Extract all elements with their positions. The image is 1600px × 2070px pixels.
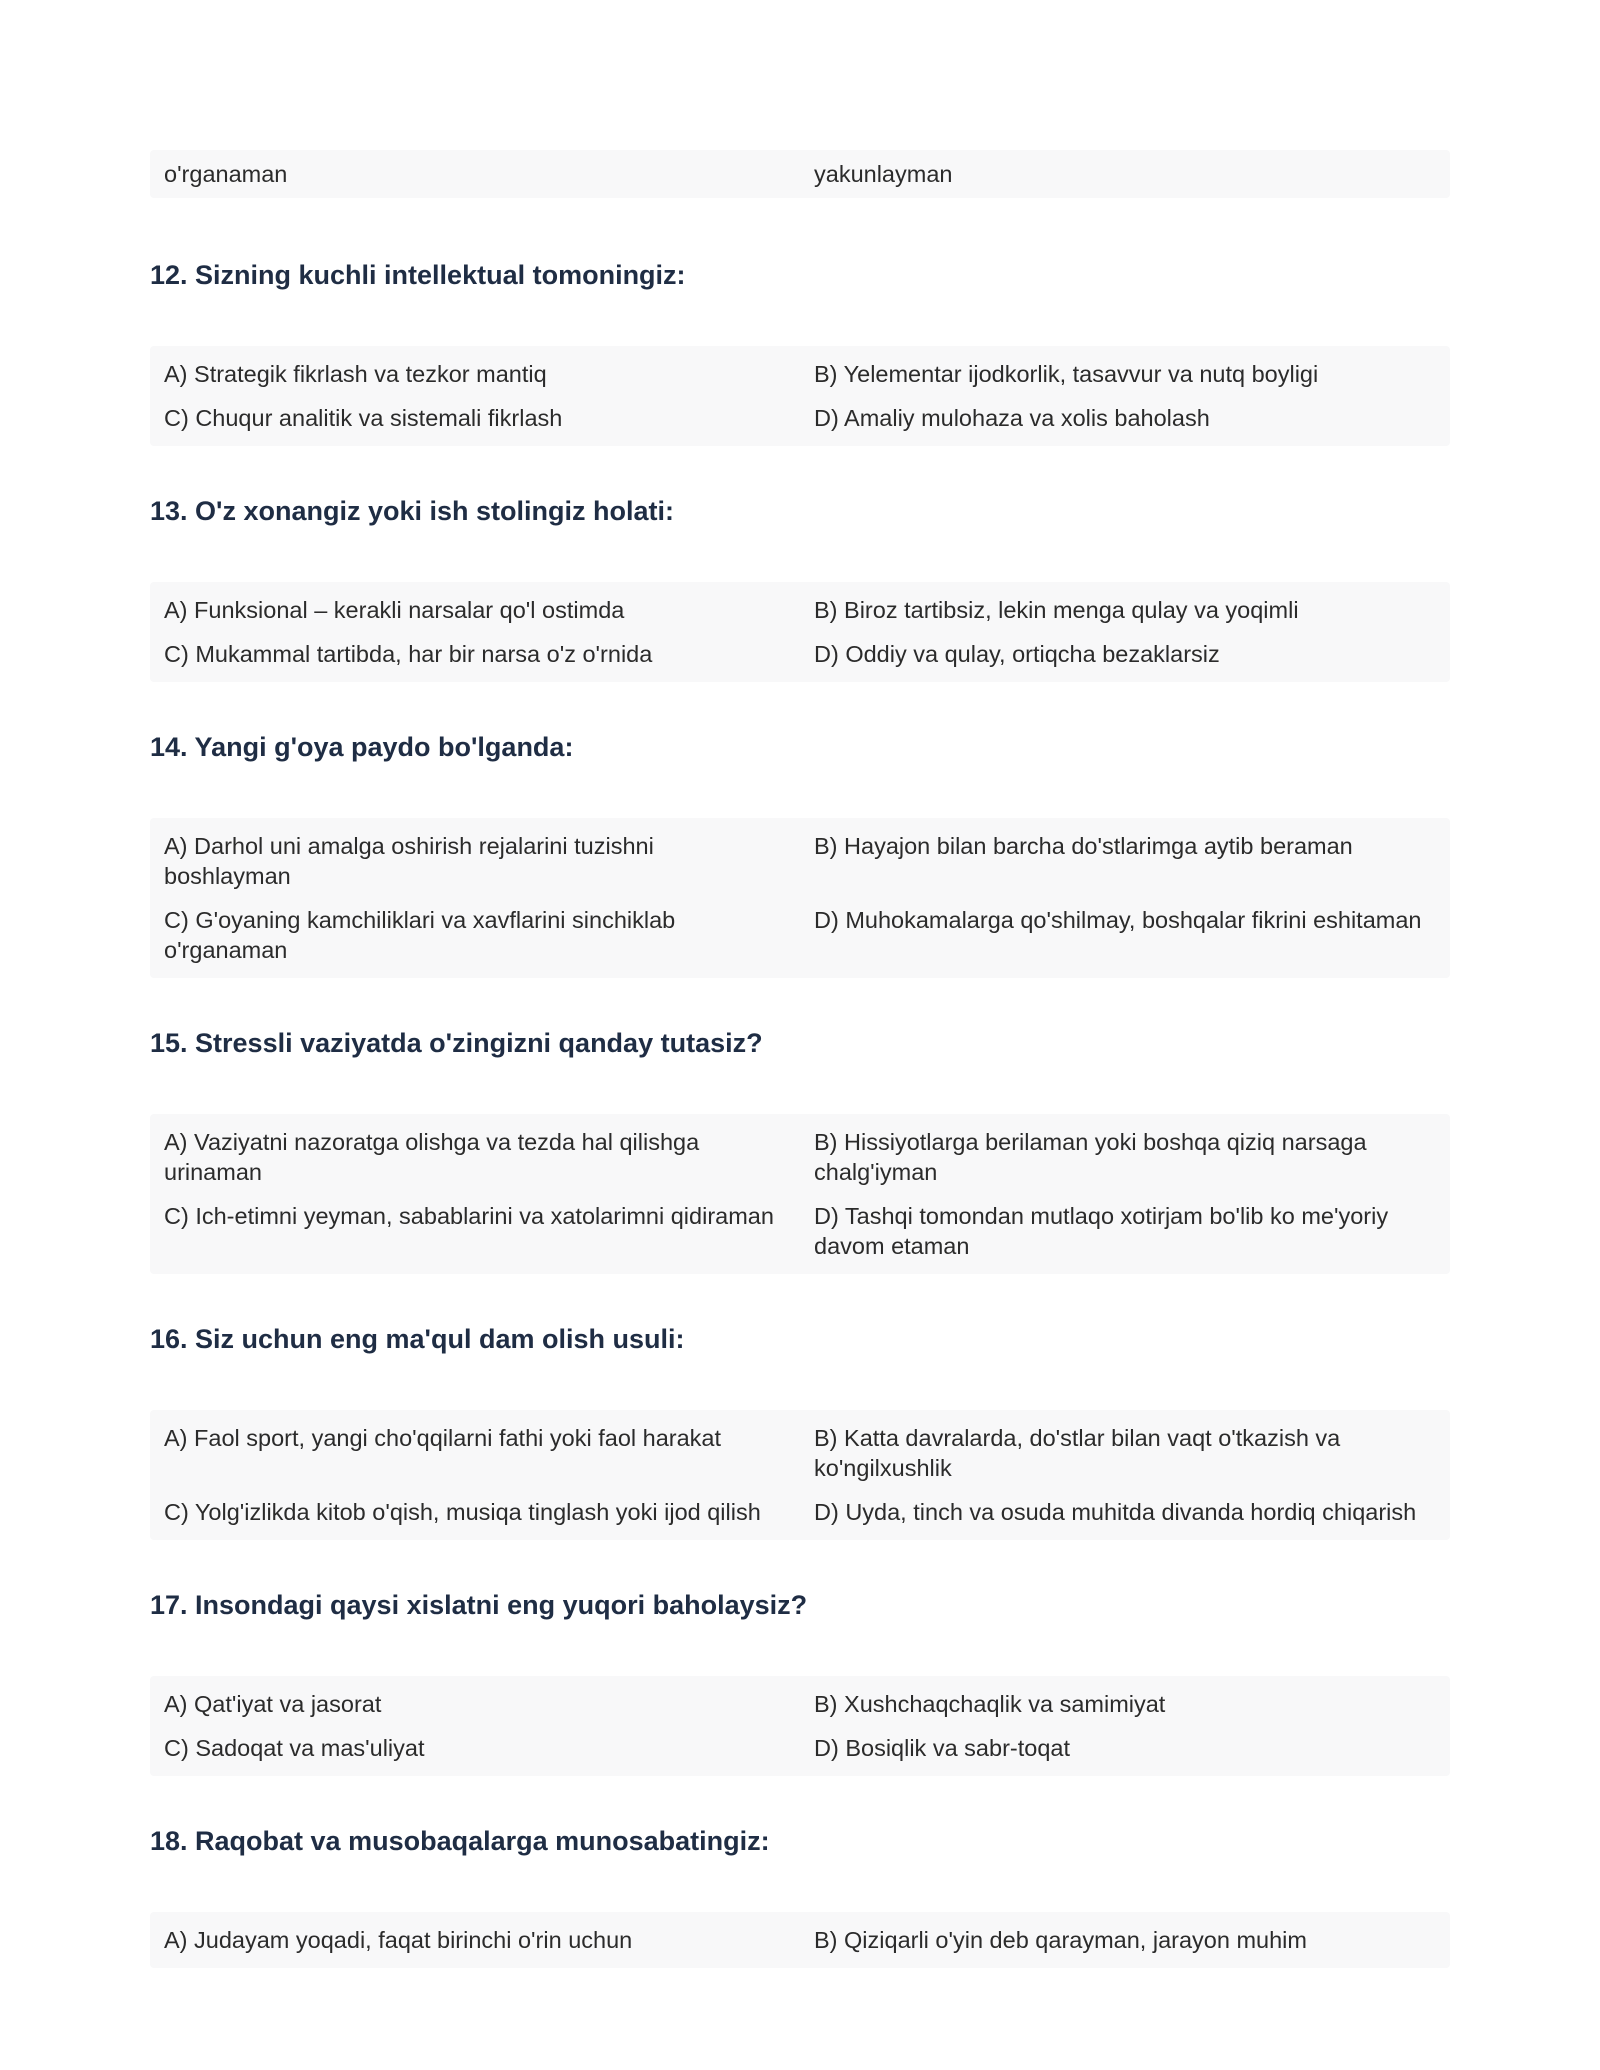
option-16-b[interactable]: B) Katta davralarda, do'stlar bilan vaqt o'tkazish va ko'ngilxushlik: [814, 1425, 1341, 1481]
question-title-14: 14. Yangi g'oya paydo bo'lganda:: [150, 732, 574, 762]
option-12-d[interactable]: D) Amaliy mulohaza va xolis baholash: [814, 405, 1210, 431]
question-title-12: 12. Sizning kuchli intellektual tomoningiz:: [150, 260, 686, 290]
question-block-12: [150, 258, 1450, 446]
option-12-c[interactable]: C) Chuqur analitik va sistemali fikrlash: [164, 405, 563, 431]
option-15-c[interactable]: C) Ich-etimni yeyman, sabablarini va xatolarimni qidiraman: [164, 1203, 774, 1229]
option-12-a[interactable]: A) Strategik fikrlash va tezkor mantiq: [164, 361, 547, 387]
option-carryover-right: yakunlayman: [814, 161, 953, 187]
option-13-c[interactable]: C) Mukammal tartibda, har bir narsa o'z o'rnida: [164, 641, 653, 667]
option-18-a[interactable]: A) Judayam yoqadi, faqat birinchi o'rin uchun: [164, 1927, 633, 1953]
options-13: [150, 582, 1450, 682]
question-block-18: [150, 1824, 1450, 1968]
option-12-b[interactable]: B) Yelementar ijodkorlik, tasavvur va nutq boyligi: [814, 361, 1319, 387]
options-12: [150, 346, 1450, 446]
option-13-d[interactable]: D) Oddiy va qulay, ortiqcha bezaklarsiz: [814, 641, 1220, 667]
options-17: [150, 1676, 1450, 1776]
question-title-18: 18. Raqobat va musobaqalarga munosabatingiz:: [150, 1826, 770, 1856]
option-15-a[interactable]: A) Vaziyatni nazoratga olishga va tezda hal qilishga urinaman: [164, 1129, 700, 1185]
option-16-d[interactable]: D) Uyda, tinch va osuda muhitda divanda hordiq chiqarish: [814, 1499, 1417, 1525]
question-block-15: [150, 1026, 1450, 1274]
question-block-13: [150, 494, 1450, 682]
option-17-b[interactable]: B) Xushchaqchaqlik va samimiyat: [814, 1691, 1166, 1717]
option-13-b[interactable]: B) Biroz tartibsiz, lekin menga qulay va yoqimli: [814, 597, 1299, 623]
option-17-d[interactable]: D) Bosiqlik va sabr-toqat: [814, 1735, 1070, 1761]
question-block-17: [150, 1588, 1450, 1776]
option-14-b[interactable]: B) Hayajon bilan barcha do'stlarimga aytib beraman: [814, 833, 1353, 859]
option-17-a[interactable]: A) Qat'iyat va jasorat: [164, 1691, 382, 1717]
option-16-a[interactable]: A) Faol sport, yangi cho'qqilarni fathi yoki faol harakat: [164, 1425, 722, 1451]
document-page: [150, 0, 1450, 1968]
option-carryover-left: o'rganaman: [164, 161, 288, 187]
question-title-15: 15. Stressli vaziyatda o'zingizni qanday tutasiz?: [150, 1028, 763, 1058]
option-14-c[interactable]: C) G'oyaning kamchiliklari va xavflarini sinchiklab o'rganaman: [164, 907, 676, 963]
options-18: [150, 1912, 1450, 1968]
option-14-a[interactable]: A) Darhol uni amalga oshirish rejalarini tuzishni boshlayman: [164, 833, 654, 889]
option-18-b[interactable]: B) Qiziqarli o'yin deb qarayman, jarayon muhim: [814, 1927, 1307, 1953]
question-block-14: [150, 730, 1450, 978]
question-title-13: 13. O'z xonangiz yoki ish stolingiz holati:: [150, 496, 674, 526]
option-17-c[interactable]: C) Sadoqat va mas'uliyat: [164, 1735, 425, 1761]
option-16-c[interactable]: C) Yolg'izlikda kitob o'qish, musiqa tinglash yoki ijod qilish: [164, 1499, 761, 1525]
option-15-b[interactable]: B) Hissiyotlarga berilaman yoki boshqa qiziq narsaga chalg'iyman: [814, 1129, 1367, 1185]
question-title-16: 16. Siz uchun eng ma'qul dam olish usuli:: [150, 1324, 685, 1354]
option-13-a[interactable]: A) Funksional – kerakli narsalar qo'l ostimda: [164, 597, 625, 623]
options-carryover: [150, 150, 1450, 198]
option-15-d[interactable]: D) Tashqi tomondan mutlaqo xotirjam bo'lib ko me'yoriy davom etaman: [814, 1203, 1389, 1259]
options-15: [150, 1114, 1450, 1274]
option-14-d[interactable]: D) Muhokamalarga qo'shilmay, boshqalar fikrini eshitaman: [814, 907, 1422, 933]
question-block-16: [150, 1322, 1450, 1540]
options-16: [150, 1410, 1450, 1540]
question-title-17: 17. Insondagi qaysi xislatni eng yuqori baholaysiz?: [150, 1590, 808, 1620]
options-14: [150, 818, 1450, 978]
